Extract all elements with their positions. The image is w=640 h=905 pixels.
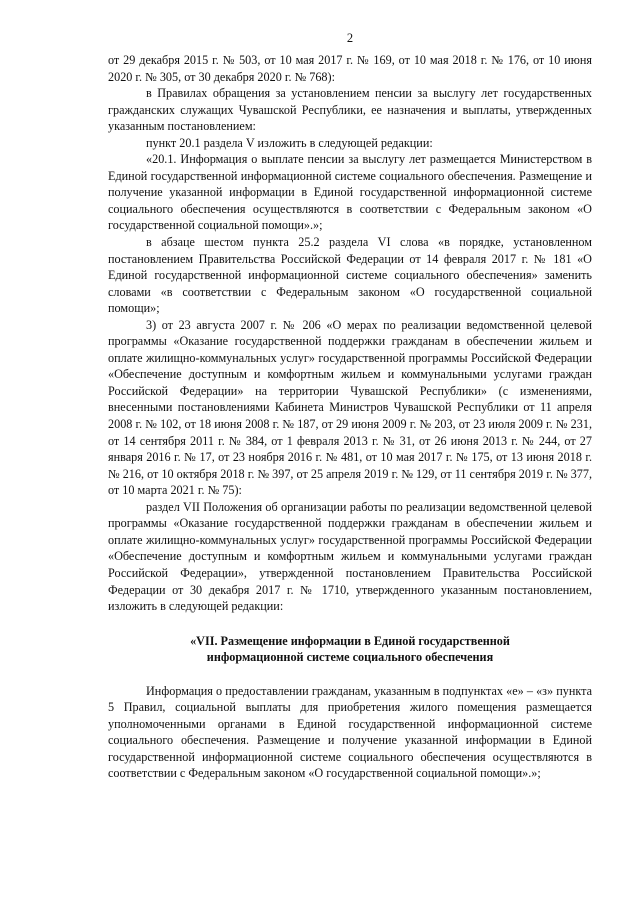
section-heading-line-2: информационной системе социального обеспечения	[206, 650, 494, 665]
paragraph-section-vii: раздел VII Положения об организации работы по реализации ведомственной целевой программы «Оказание государственной поддержки гражданам в обеспечении жильем и оплате жилищно-коммунальных услуг» государственной программы Российской Федерации «Обеспечение доступным и комфортным жильем и коммунальными услугами граждан Российской Федерации», утвержденной постановлением Правительства Российской Федерации от 30 декабря 2017 г. № 1710, утвержденного указанным постановлением, изложить в следующей редакции:	[108, 499, 592, 614]
paragraph-point-20-1: пункт 20.1 раздела V изложить в следующей редакции:	[146, 135, 433, 150]
paragraph-item-3: 3) от 23 августа 2007 г. № 206 «О мерах по реализации ведомственной целевой программы «Оказание государственной поддержки гражданам в обеспечении жильем и оплате жилищно-коммунальных услуг» государственной программы Российской Федерации «Обеспечение доступным и комфортным жильем и коммунальными услугами граждан Российской Федерации» на территории Чувашской Республики» (с изменениями, внесенными постановлениями Кабинета Министров Чувашской Республики от 11 апреля 2008 г. № 102, от 18 июня 2008 г. № 187, от 29 июня 2009 г. № 203, от 23 июля 2009 г. № 231, от 14 сентября 2011 г. № 384, от 1 февраля 2013 г. № 31, от 26 июня 2013 г. № 244, от 27 января 2016 г. № 17, от 23 ноября 2016 г. № 481, от 10 мая 2017 г. № 175, от 13 июня 2018 г. № 216, от 10 октября 2018 г. № 397, от 25 апреля 2019 г. № 129, от 11 сентября 2019 г. № 377, от 10 марта 2021 г. № 75):	[108, 317, 592, 498]
paragraph-point-25-2: в абзаце шестом пункта 25.2 раздела VI слова «в порядке, установленном постановлением Правительства Российской Федерации от 14 февраля 2017 г. № 181 «О Единой государственной информационной системе социального обеспечения» заменить словами «в соответствии с Федеральным законом «О государственной социальной помощи»;	[108, 235, 592, 316]
page-number: 2	[346, 31, 354, 45]
paragraph-point-20-1-text: «20.1. Информация о выплате пенсии за выслугу лет размещается Министерством в Единой государственной информационной системе социального обеспечения. Размещение и получение указанной информации в Единой государственной информационной системе социального обеспечения осуществляются в соответствии с Федеральным законом «О государственной социальной помощи».»;	[108, 152, 592, 233]
section-heading-line-1: «VII. Размещение информации в Единой государственной	[190, 633, 510, 648]
section-heading	[108, 633, 592, 666]
paragraph-pension-rules: в Правилах обращения за установлением пенсии за выслугу лет государственных гражданских служащих Чувашской Республики, ее назначения и выплаты, утвержденных указанным постановлением:	[108, 86, 592, 134]
document-page	[108, 30, 592, 782]
paragraph-section-vii-text: Информация о предоставлении гражданам, указанным в подпунктах «е» – «з» пункта 5 Правил, социальной выплаты для приобретения жилого помещения размещается уполномоченными органами в Единой государственной информационной системе социального обеспечения. Размещение и получение указанной информации в Единой государственной информационной системе социального обеспечения осуществляются в соответствии с Федеральным законом «О государственной социальной помощи».»;	[108, 683, 592, 781]
paragraph-continuation: от 29 декабря 2015 г. № 503, от 10 мая 2017 г. № 169, от 10 мая 2018 г. № 176, от 10 июня 2020 г. № 305, от 30 декабря 2020 г. № 768):	[108, 53, 592, 84]
